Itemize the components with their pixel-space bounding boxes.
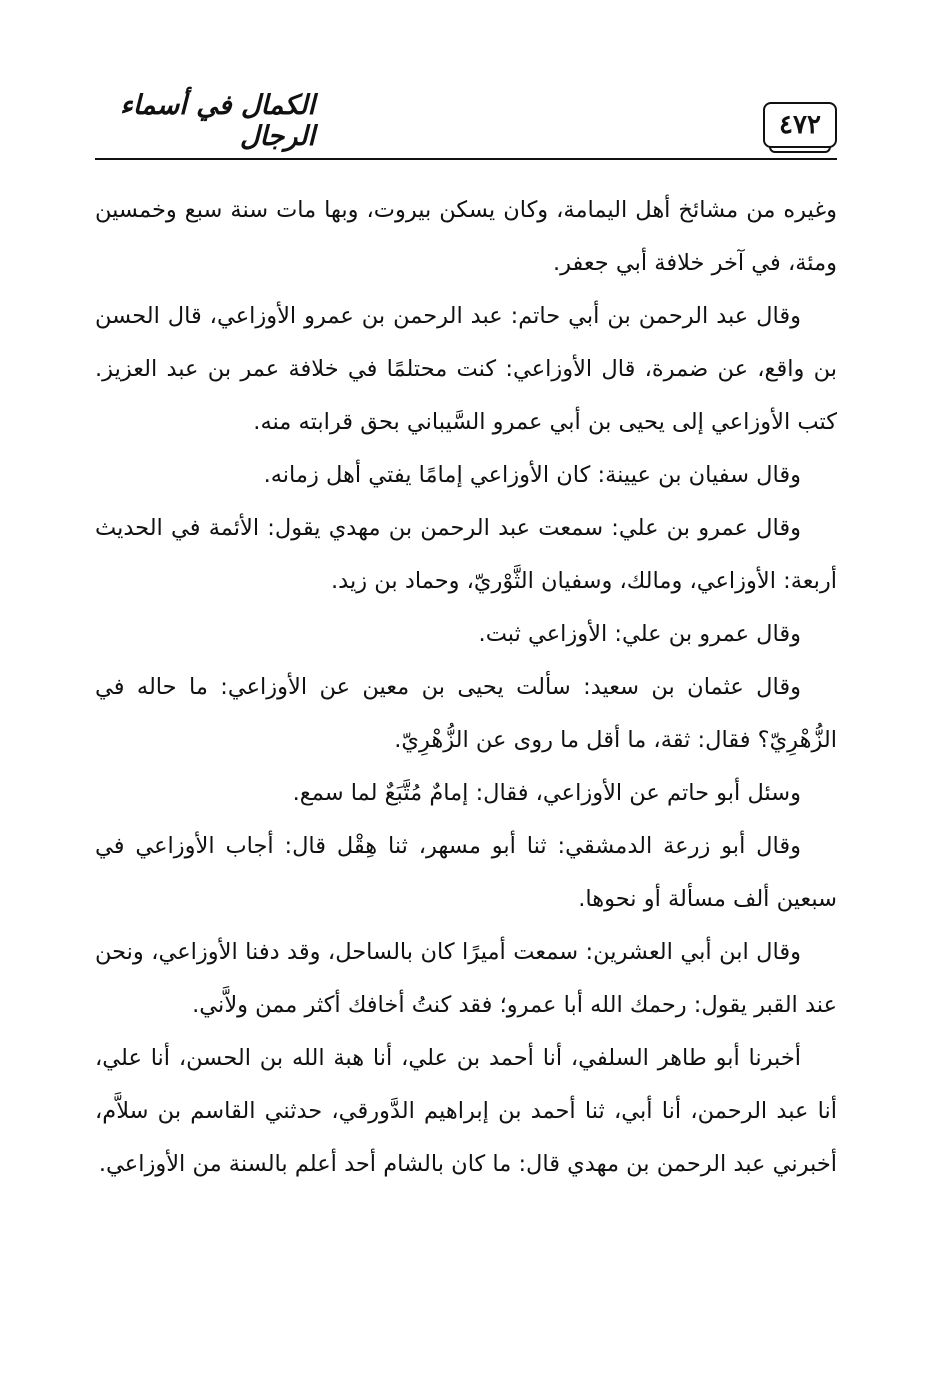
- paragraph: وقال عمرو بن علي: سمعت عبد الرحمن بن مهدي يقول: الأئمة في الحديث أربعة: الأوزاعي، ومالك، وسفيان الثَّوْريّ، وحماد بن زيد.: [95, 515, 837, 594]
- paragraph: وقال سفيان بن عيينة: كان الأوزاعي إمامًا يفتي أهل زمانه.: [263, 462, 801, 488]
- paragraph: أخبرنا أبو طاهر السلفي، أنا أحمد بن علي، أنا هبة الله بن الحسن، أنا علي، أنا عبد الرحمن، أنا أبي، ثنا أحمد بن إبراهيم الدَّورقي، حدثني القاسم بن سلاَّم، أخبرني عبد الرحمن بن مهدي قال: ما كان بالشام أحد أعلم بالسنة من الأوزاعي.: [95, 1045, 837, 1177]
- page-header: [95, 88, 837, 160]
- paragraph: وغيره من مشائخ أهل اليمامة، وكان يسكن بيروت، وبها مات سنة سبع وخمسين ومئة، في آخر خلافة أبي جعفر.: [95, 197, 837, 276]
- body-text: [95, 184, 837, 1191]
- paragraph: وقال عبد الرحمن بن أبي حاتم: عبد الرحمن بن عمرو الأوزاعي، قال الحسن بن واقع، عن ضمرة، قال الأوزاعي: كنت محتلمًا في خلافة عمر بن عبد العزيز. كتب الأوزاعي إلى يحيى بن أبي عمرو السَّيباني بحق قرابته منه.: [95, 303, 837, 435]
- paragraph: وقال عمرو بن علي: الأوزاعي ثبت.: [478, 621, 801, 647]
- paragraph: وقال ابن أبي العشرين: سمعت أميرًا كان بالساحل، وقد دفنا الأوزاعي، ونحن عند القبر يقول: رحمك الله أبا عمرو؛ فقد كنتُ أخافك أكثر ممن ولاَّني.: [95, 939, 837, 1018]
- running-title: الكمال في أسماء الرجال: [120, 90, 315, 152]
- paragraph: وقال عثمان بن سعيد: سألت يحيى بن معين عن الأوزاعي: ما حاله في الزُّهْرِيّ؟ فقال: ثقة، ما أقل ما روى عن الزُّهْرِيّ.: [95, 674, 837, 753]
- paragraph: وقال أبو زرعة الدمشقي: ثنا أبو مسهر، ثنا هِقْل قال: أجاب الأوزاعي في سبعين ألف مسألة أو نحوها.: [95, 833, 837, 912]
- page-number: ٤٧٢: [763, 102, 837, 148]
- paragraph: وسئل أبو حاتم عن الأوزاعي، فقال: إمامٌ مُتَّبَعٌ لما سمع.: [292, 780, 801, 806]
